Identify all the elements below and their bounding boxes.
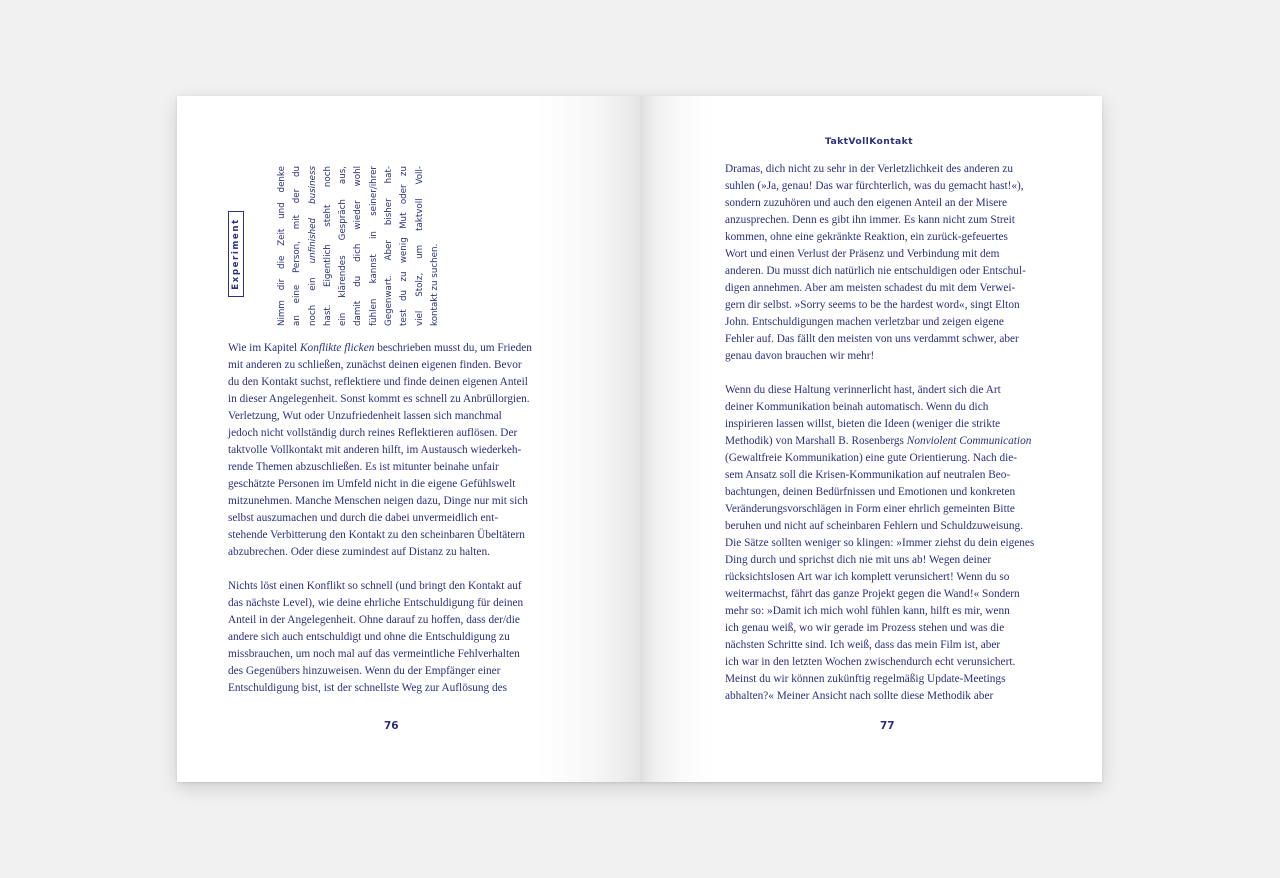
- body-line: kommen, ohne eine gekränkte Reaktion, ein zurück-gefeuertes: [725, 231, 1008, 243]
- body-line: suhlen (»Ja, genau! Das war fürchterlich, was du gemacht hast!«),: [725, 180, 1024, 192]
- body-line: Anteil in der Angelegenheit. Ohne darauf zu hoffen, dass der/die: [228, 614, 520, 626]
- body-line: Meinst du wir können zukünftig regelmäßig Update-Meetings: [725, 673, 1006, 685]
- body-line: ich war in den letzten Wochen zwischendurch echt verunsichert.: [725, 656, 1016, 668]
- experiment-line: kontakt zu suchen.: [429, 243, 440, 326]
- body-line: jedoch nicht vollständig durch reines Reflektieren auflösen. Der: [228, 427, 518, 439]
- page-number-right: 77: [880, 720, 895, 732]
- body-line: Nichts löst einen Konflikt so schnell (und bringt den Kontakt auf: [228, 580, 522, 592]
- experiment-line: test du zu wenig Mut oder zu: [399, 166, 410, 326]
- body-line: deiner Kommunikation beinah automatisch. Wenn du dich: [725, 401, 989, 413]
- experiment-label: Experiment: [231, 218, 241, 290]
- body-line: Veränderungsvorschlägen in Form einer ehrlich gemeinten Bitte: [725, 503, 1015, 515]
- body-line: abzubrechen. Oder diese zumindest auf Distanz zu halten.: [228, 546, 490, 558]
- body-line: anderen. Du musst dich natürlich nie entschuldigen oder Entschul-: [725, 265, 1026, 277]
- book-spread: [177, 96, 1102, 782]
- body-line: selbst auszumachen und durch die dabei unvermeidlich ent-: [228, 512, 499, 524]
- experiment-note-text: [275, 166, 443, 326]
- body-line: Entschuldigung bist, ist der schnellste Weg zur Auflösung des: [228, 682, 508, 694]
- body-line: sem Ansatz soll die Krisen-Kommunikation auf neutralen Beo-: [725, 469, 1011, 481]
- experiment-line: fühlen kannst in seiner/ihrer: [368, 166, 379, 326]
- experiment-line: noch ein unfinished business: [307, 166, 318, 326]
- right-page: [640, 96, 1102, 782]
- body-line: (Gewaltfreie Kommunikation) eine gute Orientierung. Nach die-: [725, 452, 1018, 464]
- body-line: du den Kontakt suchst, reflektiere und finde deinen eigenen Anteil: [228, 376, 528, 388]
- paragraph-gap: [228, 561, 532, 578]
- body-line: digen annehmen. Aber am meisten schadest du mit dem Verwei-: [725, 282, 1016, 294]
- body-line: mitzunehmen. Manche Menschen neigen dazu, Dinge nur mit sich: [228, 495, 528, 507]
- body-line: Methodik) von Marshall B. Rosenbergs Nonviolent Communication: [725, 435, 1032, 447]
- body-line: abhalten?« Meiner Ansicht nach sollte diese Methodik aber: [725, 690, 994, 702]
- experiment-line: ein klärendes Gespräch aus,: [338, 166, 349, 326]
- body-line: stehende Verbitterung den Kontakt zu den scheinbaren Übeltätern: [228, 529, 525, 541]
- body-line: rücksichtslosen Art war ich komplett verunsichert! Wenn du so: [725, 571, 1010, 583]
- body-line: Wenn du diese Haltung verinnerlicht hast, ändert sich die Art: [725, 384, 1001, 396]
- body-line: Fehler auf. Das fällt den meisten von uns verdammt schwer, aber: [725, 333, 1019, 345]
- body-line: weitermachst, fährt das ganze Projekt gegen die Wand!« Sondern: [725, 588, 1020, 600]
- body-line: inspirieren lassen willst, bieten die Ideen (weniger die strikte: [725, 418, 1001, 430]
- right-body-text: [725, 161, 1034, 705]
- experiment-line: hast. Eigentlich steht noch: [322, 166, 333, 326]
- body-line: Wie im Kapitel Konflikte flicken beschrieben musst du, um Frieden: [228, 342, 532, 354]
- body-line: ich genau weiß, wo wir gerade im Prozess stehen und was die: [725, 622, 1005, 634]
- experiment-line: viel Stolz, um taktvoll Voll-: [414, 166, 425, 326]
- experiment-line: damit du dich wieder wohl: [353, 166, 364, 326]
- body-line: das nächste Level), wie deine ehrliche Entschuldigung für deinen: [228, 597, 524, 609]
- experiment-line: Gegenwart. Aber bisher hat-: [384, 166, 395, 326]
- experiment-line: an eine Person, mit der du: [292, 166, 303, 326]
- body-line: mehr so: »Damit ich mich wohl fühlen kann, hilft es mir, wenn: [725, 605, 1010, 617]
- body-line: missbrauchen, um noch mal auf das vermeintliche Fehlverhalten: [228, 648, 520, 660]
- body-line: gern dir selbst. »Sorry seems to be the hardest word«, singt Elton: [725, 299, 1020, 311]
- body-line: mit anderen zu schließen, zunächst deinen eigenen finden. Bevor: [228, 359, 522, 371]
- body-line: geschätzte Personen im Umfeld nicht in die eigene Gefühlswelt: [228, 478, 516, 490]
- body-line: Ding durch und sprichst dich nie mit uns ab! Wegen deiner: [725, 554, 992, 566]
- body-line: Verletzung, Wut oder Unzufriedenheit lassen sich manchmal: [228, 410, 502, 422]
- body-line: in dieser Angelegenheit. Sonst kommt es schnell zu Anbrüllorgien.: [228, 393, 530, 405]
- italic-phrase: Konflikte flicken: [300, 342, 375, 354]
- body-line: andere sich auch entschuldigt und ohne die Entschuldigung zu: [228, 631, 510, 643]
- italic-phrase: Nonviolent Communication: [906, 435, 1032, 447]
- experiment-label-box: [228, 211, 244, 297]
- body-line: taktvolle Vollkontakt mit anderen hilft, im Austausch wiederkeh-: [228, 444, 522, 456]
- experiment-line: Nimm dir die Zeit und denke: [277, 166, 287, 326]
- body-line: anzusprechen. Denn es gibt ihn immer. Es kann nicht zum Streit: [725, 214, 1015, 226]
- italic-phrase: unfinished business: [307, 166, 318, 264]
- body-line: rende Themen abzuschließen. Es ist mitunter beinahe unfair: [228, 461, 499, 473]
- left-page: [177, 96, 640, 782]
- paragraph-gap: [725, 365, 1034, 382]
- running-head: TaktVollKontakt: [825, 136, 913, 147]
- body-line: bachtungen, deinen Bedürfnissen und Emotionen und konkreten: [725, 486, 1016, 498]
- body-line: sondern zuzuhören und auch den eigenen Anteil an der Misere: [725, 197, 1008, 209]
- body-line: genau davon brauchen wir mehr!: [725, 350, 875, 362]
- page-number-left: 76: [384, 720, 399, 732]
- body-line: Dramas, dich nicht zu sehr in der Verletzlichkeit des anderen zu: [725, 163, 1014, 175]
- left-body-text: [228, 340, 532, 697]
- body-line: des Gegenübers hinzuweisen. Wenn du der Empfänger einer: [228, 665, 501, 677]
- body-line: Die Sätze sollten weniger so klingen: »Immer ziehst du dein eigenes: [725, 537, 1035, 549]
- body-line: nächsten Schritte sind. Ich weiß, dass das mein Film ist, aber: [725, 639, 1001, 651]
- body-line: John. Entschuldigungen machen verletzbar und zeigen eigene: [725, 316, 1004, 328]
- body-line: Wort und einen Verlust der Präsenz und Verbindung mit dem: [725, 248, 1000, 260]
- body-line: beruhen und nicht auf scheinbaren Fehlern und Schuldzuweisung.: [725, 520, 1024, 532]
